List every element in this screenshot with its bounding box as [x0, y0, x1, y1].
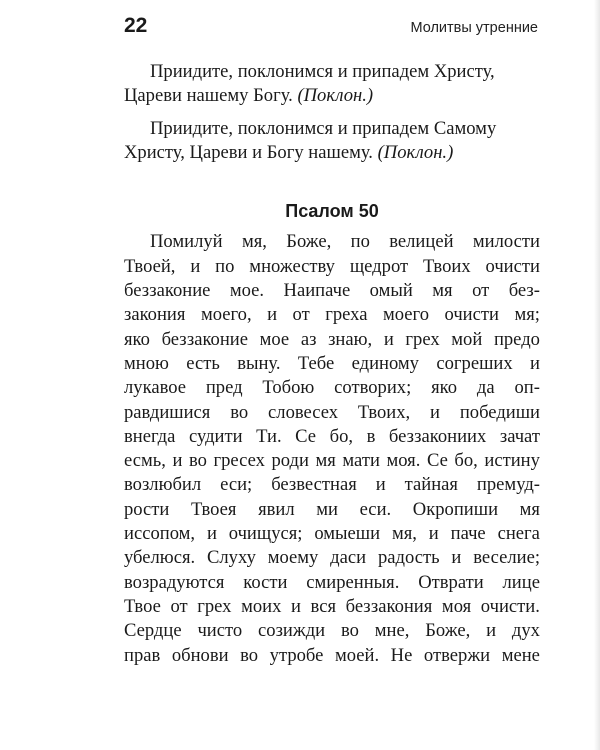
psalm-word: мене: [501, 644, 540, 666]
psalm-word: зачат: [499, 425, 540, 447]
psalm-word: Окропиши: [412, 498, 499, 520]
psalm-word: во: [240, 644, 259, 666]
psalm-word: во: [230, 401, 249, 423]
psalm-word: Боже,: [286, 231, 332, 253]
psalm-word: беззакониих: [388, 425, 487, 447]
psalm-word: по: [215, 255, 235, 277]
prostration-note: (Поклон.): [297, 85, 374, 107]
psalm-word: смиренныя.: [306, 571, 400, 593]
psalm-word: беззаконие: [124, 280, 211, 302]
prayer-line-text: Цареви нашему Богу.: [124, 85, 293, 107]
psalm-word: во: [340, 620, 359, 642]
page-header: [124, 14, 538, 38]
psalm-word: по: [350, 231, 370, 253]
psalm-word: без-: [508, 280, 540, 302]
psalm-word: мя: [519, 498, 540, 520]
psalm-word: моя.: [386, 450, 421, 472]
psalm-word: Слуху: [207, 547, 256, 569]
prayer-line: [124, 141, 540, 165]
psalm-word: очисти: [485, 255, 540, 277]
psalm-word: рости: [124, 498, 170, 520]
psalm-word: иссопом,: [124, 523, 196, 545]
psalm-word: Тобою: [262, 377, 315, 399]
psalm-line: [124, 279, 540, 303]
page-edge: [594, 0, 600, 750]
psalm-word: отвержи: [423, 644, 491, 666]
prostration-note: (Поклон.): [377, 141, 454, 163]
psalm-word: и: [428, 523, 439, 545]
psalm-word: прав: [124, 644, 161, 666]
psalm-word: есмь,: [124, 450, 166, 472]
psalm-word: моих: [241, 595, 282, 617]
psalm-word: снега: [497, 523, 540, 545]
prayer-line: Приидите, поклонимся и припадем Христу,: [150, 61, 495, 82]
running-title: Молитвы утренние: [410, 20, 538, 36]
psalm-word: от: [170, 595, 188, 617]
psalm-word: и: [375, 474, 386, 496]
psalm-word: Не: [390, 644, 413, 666]
psalm-word: лице: [502, 571, 540, 593]
psalm-word: мя,: [241, 231, 267, 253]
psalm-line: [124, 352, 540, 376]
psalm-word: утробе: [269, 644, 324, 666]
psalm-word: очищуся;: [228, 523, 303, 545]
psalm-word: Наипаче: [283, 280, 351, 302]
psalm-word: от: [472, 280, 490, 302]
psalm-word: и: [267, 304, 278, 326]
psalm-word: есть: [186, 352, 220, 374]
psalm-word: мя;: [514, 304, 540, 326]
psalm-word: тайная: [404, 474, 458, 496]
psalm-word: кости: [243, 571, 288, 593]
psalm-word: яко: [124, 328, 150, 350]
psalm-word: греха: [325, 304, 368, 326]
psalm-word: предо: [493, 328, 540, 350]
psalm-word: грех: [197, 595, 232, 617]
psalm-line: [124, 644, 540, 668]
psalm-word: возрадуются: [124, 571, 225, 593]
psalm-word: мой: [451, 328, 483, 350]
psalm-word: мое.: [229, 280, 265, 302]
psalm-word: да: [476, 377, 495, 399]
psalm-line: [124, 473, 540, 497]
psalm-word: моя: [441, 595, 472, 617]
psalm-word: Помилуй: [150, 231, 223, 253]
psalm-word: грех: [405, 328, 440, 350]
psalm-word: закония: [124, 304, 186, 326]
psalm-word: аз: [300, 328, 317, 350]
psalm-word: Твоей,: [124, 255, 176, 277]
psalm-word: моего,: [200, 304, 252, 326]
psalm-word: гресех: [213, 450, 265, 472]
psalm-word: победиши: [459, 401, 540, 423]
psalm-word: роди: [271, 450, 309, 472]
psalm-word: яко: [431, 377, 458, 399]
psalm-word: единому: [351, 352, 419, 374]
psalm-word: паче: [450, 523, 486, 545]
psalm-word: даси: [330, 547, 367, 569]
psalm-word: еси;: [220, 474, 253, 496]
psalm-word: и: [172, 450, 183, 472]
psalm-line: [124, 303, 540, 327]
psalm-word: знаю,: [328, 328, 373, 350]
psalm-word: и: [383, 328, 394, 350]
psalm-word: мати: [342, 450, 380, 472]
psalm-word: сотворих;: [334, 377, 412, 399]
psalm-word: оп-: [514, 377, 540, 399]
psalm-line: [124, 328, 540, 352]
prayer-line-text: Христу, Цареви и Богу нашему.: [124, 141, 373, 163]
psalm-word: обнови: [171, 644, 229, 666]
psalm-word: чисто: [197, 620, 243, 642]
psalm-word: и: [290, 595, 301, 617]
psalm-word: Ти.: [256, 425, 282, 447]
psalm-word: омыеши: [314, 523, 381, 545]
psalm-word: убелюся.: [124, 547, 196, 569]
psalm-word: и: [190, 255, 201, 277]
psalm-line: [124, 255, 540, 279]
psalm-word: и: [206, 523, 217, 545]
psalm-word: мя: [432, 280, 453, 302]
psalm-line: [124, 425, 540, 449]
psalm-word: и: [486, 620, 497, 642]
psalm-word: веселие;: [473, 547, 540, 569]
psalm-word: Се: [295, 425, 317, 447]
psalm-word: мя,: [391, 523, 417, 545]
psalm-word: моей.: [334, 644, 380, 666]
psalm-word: судити: [188, 425, 243, 447]
prayer-paragraph: [124, 60, 540, 109]
psalm-line: [124, 546, 540, 570]
psalm-line: [124, 522, 540, 546]
psalm-title: Псалом 50: [285, 201, 379, 222]
psalm-word: Боже,: [425, 620, 471, 642]
psalm-line: [124, 230, 540, 254]
psalm-word: велицей: [389, 231, 454, 253]
psalm-word: возлюбил: [124, 474, 202, 496]
psalm-word: моего: [382, 304, 429, 326]
psalm-word: лукавое: [124, 377, 187, 399]
psalm-line: [124, 498, 540, 522]
psalm-text: [124, 230, 540, 667]
psalm-word: дух: [511, 620, 540, 642]
psalm-word: еси.: [359, 498, 392, 520]
psalm-word: радость: [377, 547, 440, 569]
psalm-line: [124, 619, 540, 643]
psalm-word: мя: [315, 450, 336, 472]
psalm-word: очисти: [444, 304, 499, 326]
psalm-word: равдишися: [124, 401, 211, 423]
psalm-word: Твоея: [191, 498, 237, 520]
psalm-word: явил: [258, 498, 295, 520]
psalm-word: бо,: [329, 425, 354, 447]
psalm-word: премуд-: [476, 474, 540, 496]
psalm-word: очисти.: [480, 595, 540, 617]
psalm-word: мое: [259, 328, 290, 350]
psalm-line: [124, 595, 540, 619]
psalm-word: и: [451, 547, 462, 569]
psalm-word: Сердце: [124, 620, 182, 642]
psalm-word: в: [366, 425, 376, 447]
psalm-word: Твоих,: [357, 401, 411, 423]
page-body: [124, 60, 540, 668]
prayer-paragraph: [124, 117, 540, 166]
psalm-word: Твоих: [423, 255, 471, 277]
psalm-line: [124, 376, 540, 400]
psalm-word: Твое: [124, 595, 161, 617]
psalm-word: безвестная: [271, 474, 357, 496]
psalm-word: моему: [267, 547, 319, 569]
psalm-word: Се: [426, 450, 448, 472]
psalm-word: пред: [205, 377, 243, 399]
psalm-word: омый: [369, 280, 413, 302]
psalm-word: и: [530, 352, 540, 374]
psalm-word: Тебе: [297, 352, 335, 374]
page-number: 22: [124, 14, 148, 37]
psalm-word: беззакония: [345, 595, 433, 617]
psalm-word: во: [188, 450, 207, 472]
psalm-word: внегда: [124, 425, 176, 447]
prayer-line: [124, 84, 540, 108]
prayer-line: Приидите, поклонимся и припадем Самому: [150, 117, 497, 139]
psalm-word: и: [430, 401, 440, 423]
psalm-word: множеству: [249, 255, 335, 277]
psalm-word: Отврати: [418, 571, 484, 593]
psalm-word: щедрот: [349, 255, 409, 277]
psalm-word: созижди: [258, 620, 326, 642]
psalm-line: [124, 571, 540, 595]
psalm-word: выну.: [237, 352, 281, 374]
psalm-word: беззаконие: [161, 328, 248, 350]
psalm-word: мною: [124, 352, 169, 374]
psalm-word: милости: [472, 231, 540, 253]
psalm-word: вся: [310, 595, 337, 617]
psalm-line: [124, 401, 540, 425]
psalm-word: истину: [484, 450, 540, 472]
psalm-word: мне,: [374, 620, 410, 642]
psalm-word: словесех: [268, 401, 339, 423]
psalm-word: от: [292, 304, 310, 326]
psalm-word: ми: [316, 498, 338, 520]
psalm-word: согреших: [436, 352, 513, 374]
psalm-line: [124, 449, 540, 473]
psalm-word: бо,: [454, 450, 478, 472]
